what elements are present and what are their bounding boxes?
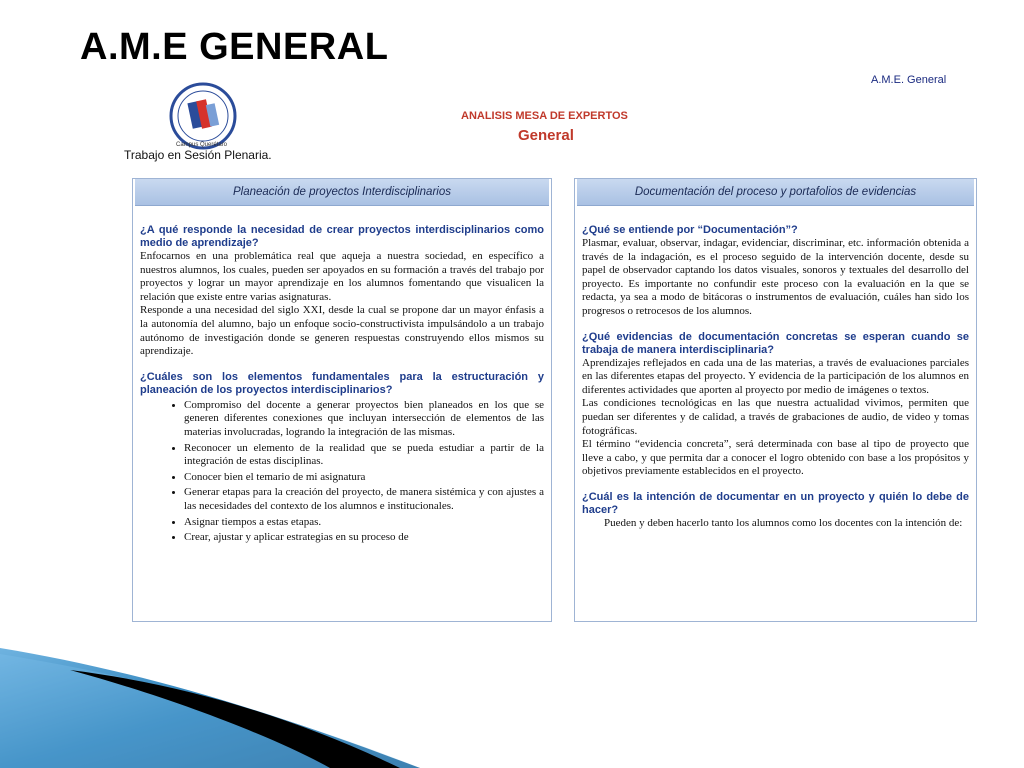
planning-panel (132, 178, 552, 622)
session-label: Trabajo en Sesión Plenaria. (124, 148, 272, 162)
list-item: • Conocer bien el temario de mi asignatura (184, 471, 544, 485)
document-subheading: General (518, 127, 574, 144)
answer-paragraph: Las condiciones tecnológicas en las que nuestra actualidad vivimos, permiten que puedan ser diferentes y de calidad, a través de grabaciones de audio, de video y tomas fotográficas. (582, 397, 969, 437)
question-concrete-evidence: ¿Qué evidencias de documentación concretas se esperan cuando se trabaja de manera interdisciplinaria? (582, 330, 969, 356)
elements-list (140, 399, 544, 545)
question-what-is-documentation: ¿Qué se entiende por “Documentación”? (582, 224, 798, 236)
list-item: • Asignar tiempos a estas etapas. (184, 516, 544, 530)
answer-paragraph: Plasmar, evaluar, observar, indagar, evidenciar, discriminar, etc. información obtenida a través de la indagación, es el proceso seguido de la intervención docente, desde su papel de observador captando los datos visuales, sonoros y textuales del desarrollo del proyecto. Es importante no confundir este proceso con la evaluación en la que se redacta, ya sea a modo de bitácoras o instrumentos de evaluación, cuáles han sido los progresos o retrocesos de los alumnos. (582, 237, 969, 317)
answer-paragraph: Responde a una necesidad del siglo XXI, desde la cual se propone dar un mayor énfasis a la autonomía del alumno, bajo un enfoque socio-constructivista impulsándolo a un trabajo autónomo de investigación donde se generen respuestas construyendo ellos mismos su aprendizaje. (140, 304, 544, 358)
answer-paragraph: El término “evidencia concreta”, será determinada con base al tipo de proyecto que lleve a cabo, y que permita dar a conocer el logro obtenido con base a los propósitos y objetivos previamente establecidos en el proyecto. (582, 438, 969, 478)
list-item: • Reconocer un elemento de la realidad que se pueda estudiar a partir de la integración de estas disciplinas. (184, 442, 544, 469)
question-fundamental-elements: ¿Cuáles son los elementos fundamentales para la estructuración y planeación de los proyectos interdisciplinarios? (140, 370, 544, 396)
document-heading: ANALISIS MESA DE EXPERTOS (461, 110, 628, 122)
answer-paragraph: Pueden y deben hacerlo tanto los alumnos como los docentes con la intención de: (604, 516, 963, 529)
decorative-footer-swoosh (0, 640, 1024, 768)
documentation-panel (574, 178, 977, 622)
list-item: • Generar etapas para la creación del proyecto, de manera sistémica y con ajustes a las necesidades del contexto de los alumnos e institucionales. (184, 486, 544, 513)
slide-title: A.M.E GENERAL (80, 26, 389, 68)
panel-header-planning: Planeación de proyectos Interdisciplinarios (135, 179, 549, 206)
question-intention-documenting: ¿Cuál es la intención de documentar en un proyecto y quién lo debe de hacer? (582, 490, 969, 516)
corner-label: A.M.E. General (871, 74, 947, 86)
answer-paragraph: Enfocarnos en una problemática real que aqueja a nuestra sociedad, en específico a nuestros alumnos, los cuales, pueden ser apoyados en su formación a través del trabajo por proyectos y lograr un mayor aprendizaje en los alumnos fomentando que visualicen la relación que existe entre varias asignaturas. (140, 250, 544, 303)
logo-caption: Campus Querétaro (176, 142, 228, 148)
list-item: • Crear, ajustar y aplicar estrategias en su proceso de (184, 531, 544, 545)
documentation-panel-body (575, 206, 976, 531)
panel-header-documentation: Documentación del proceso y portafolios de evidencias (577, 179, 974, 206)
question-why-projects: ¿A qué responde la necesidad de crear proyectos interdisciplinarios como medio de aprendizaje? (140, 224, 544, 249)
planning-panel-body (133, 206, 551, 545)
list-item: • Compromiso del docente a generar proyectos bien planeados en los que se generen diferentes conexiones que incluyan intersección de elementos de las materias involucradas, logrando la integración de las mismas. (184, 399, 544, 440)
answer-paragraph: Aprendizajes reflejados en cada una de las materias, a través de evaluaciones parciales en las diferentes etapas del proyecto. Y evidencia de la participación de los alumnos en diferentes actividades que aporten al proyecto por medio de imágenes o textos. (582, 356, 969, 396)
